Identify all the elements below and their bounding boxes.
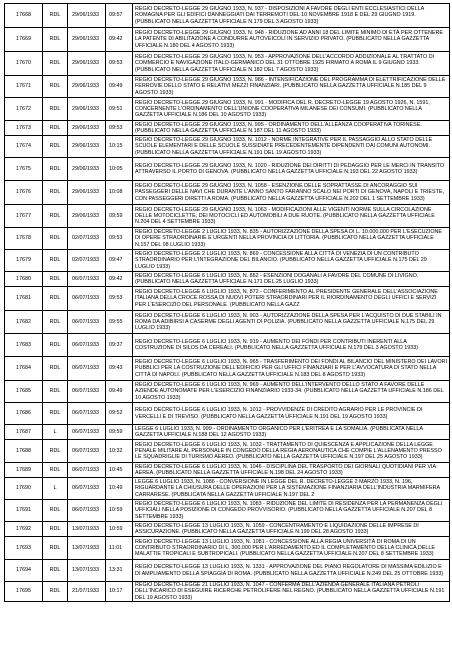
- record-type-cell: RDL: [43, 181, 68, 205]
- table-row: [5, 522, 450, 537]
- record-number-cell: 17675: [5, 158, 43, 181]
- record-type-cell: RDL: [43, 381, 68, 403]
- record-type-cell: RDL: [43, 287, 68, 311]
- table-row: [5, 28, 450, 52]
- table-row: [5, 357, 450, 381]
- table-row: [5, 311, 450, 334]
- record-time-cell: 09:53: [106, 52, 133, 76]
- record-type-cell: RDL: [43, 158, 68, 181]
- record-description-cell: REGIO DECRETO-LEGGE 21 LUGLIO 1933, N. 1047 - CONFERMA DELL'AZIENDA GENERALE ITALIANA PETROLI DELL'INCARICO DI ESEGUIRE RICERCHE PETROLIFERE NEL REGNO. (PUBBLICATO NELLA GAZZETTA UFFICIALE N.191 DEL 19 AGOSTO 1933): [133, 582, 450, 602]
- record-type-cell: RDL: [43, 205, 68, 228]
- record-number-cell: 17680: [5, 272, 43, 287]
- record-type-cell: RDL: [43, 500, 68, 522]
- record-type-cell: RDL: [43, 28, 68, 52]
- record-description-cell: REGIO DECRETO-LEGGE 29 GIUGNO 1933, N. 1020 - RIDUZIONE DEI DIRITTI DI PEDAGGIO PER LE MERCI IN TRANSITO ATTRAVERSO IL PORTO DI GENOVA. (PUBBLICATO NELLA GAZZETTA UFFICIALE N.193 DEL 22 AGOSTO 1933): [133, 158, 450, 181]
- record-type-cell: RDL: [43, 250, 68, 272]
- record-number-cell: 17674: [5, 136, 43, 158]
- record-description-cell: REGIO DECRETO-LEGGE 29 GIUGNO 1933, N. 995 - ORDINAMENTO DELL'ALLEANZA COOPERATIVA TORINESE. (PUBBLICATO NELLA GAZZETTA UFFICIALE N.187 DEL 11 AGOSTO 1933): [133, 121, 450, 136]
- record-time-cell: 10:59: [106, 522, 133, 537]
- record-number-cell: 17681: [5, 287, 43, 311]
- record-description-cell: REGIO DECRETO-LEGGE 29 GIUGNO 1933, N. 1012 - NORME INTEGRATIVE PER IL PASSAGGIO ALLO STATO DELLE SCUOLE ELEMENTARI E DELLE SCUOLE SUSSIDIATE PRECEDENTEMENTE DIPENDENTI DAI COMUNI AUTONOMI. (PUBBLICATO NELLA GAZZETTA UFFICIALE N.191 DEL 19 AGOSTO 1933): [133, 136, 450, 158]
- record-date-cell: 06/07/1933: [68, 381, 106, 403]
- record-time-cell: 11:01: [106, 537, 133, 560]
- record-description-cell: LEGGE 6 LUGLIO 1933, N. 1086 - CONVERSIONE IN LEGGE DEL R. DECRETO-LEGGE 2 MARZO 1933, N. 196, RIGUARDANTE LA CHIUSURA DELLE OPERAZIONI PER LA SISTEMAZIONE FINANZIARIA DELL'INDUSTRIA MARMIFERA CARRARESE. (PUBBLICATA NELLA GAZZETTA UFFICIALE N.197 DEL 2: [133, 478, 450, 500]
- record-type-cell: RDL: [43, 403, 68, 425]
- table-row: [5, 403, 450, 425]
- record-type-cell: RDL: [43, 334, 68, 357]
- table-row: [5, 250, 450, 272]
- table-row: [5, 52, 450, 76]
- record-description-cell: REGIO DECRETO-LEGGE 13 LUGLIO 1933, N. 1081 - CONCESSIONE ALLA REGIA UNIVERSITÀ DI ROMA DI UN CONTRIBUTO STRAORDINARIO DI L. 300.000 PER L'ARREDAMENTO ED IL COMPLETAMENTO DELLA CLINICA DELLE MALATTIE TROPICALI E SUBTROPICALI. (PUBBLICATO NELLA GAZZETTA UFFICIALE N.207 DEL 8 SETTEMBRE 1933): [133, 537, 450, 560]
- record-description-cell: REGIO DECRETO-LEGGE 6 LUGLIO 1933, N. 872 - CONFERIMENTO AL PRESIDENTE GENERALE DELL'ASSOCIAZIONE ITALIANA DELLA CROCE ROSSA DI NUOVI POTERI STRAORDINARI PER IL RIORDINAMENTO DEGLI UFFICI E SERVIZI PER L'ESERCIZIO DEL PERSONALE. (PUBBLICATO NELLA GAZZ: [133, 287, 450, 311]
- record-time-cell: 10:17: [106, 582, 133, 602]
- record-date-cell: 13/07/1933: [68, 537, 106, 560]
- record-date-cell: 29/06/1933: [68, 205, 106, 228]
- record-number-cell: 17684: [5, 357, 43, 381]
- record-type-cell: RDL: [43, 76, 68, 98]
- record-type-cell: RDL: [43, 582, 68, 602]
- table-row: [5, 334, 450, 357]
- record-description-cell: LEGGE 6 LUGLIO 1933, N. 999 - ORDINAMENTO ORGANICO PER L'ERITREA E LA SOMALIA. (PUBBLICATA NELLA GAZZETTA UFFICIALE N.188 DEL 12 AGOSTO 1933): [133, 425, 450, 440]
- record-date-cell: 29/06/1933: [68, 52, 106, 76]
- record-number-cell: 17683: [5, 334, 43, 357]
- record-date-cell: 29/06/1933: [68, 4, 106, 28]
- table-row: [5, 98, 450, 121]
- record-time-cell: 09:37: [106, 334, 133, 357]
- record-type-cell: RDL: [43, 98, 68, 121]
- record-number-cell: 17678: [5, 228, 43, 250]
- table-row: [5, 272, 450, 287]
- record-date-cell: 29/06/1933: [68, 136, 106, 158]
- record-type-cell: RDL: [43, 136, 68, 158]
- record-number-cell: 17686: [5, 403, 43, 425]
- record-number-cell: 17685: [5, 381, 43, 403]
- table-row: [5, 560, 450, 582]
- record-time-cell: 09:47: [106, 250, 133, 272]
- record-type-cell: RDL: [43, 560, 68, 582]
- record-type-cell: RDL: [43, 522, 68, 537]
- record-description-cell: REGIO DECRETO-LEGGE 13 LUGLIO 1933, N. 1331 - APPROVAZIONE DEL PIANO REGOLATORE DI MASSIMA EDILIZIO E DI AMPLIAMENTO DELLA SPIAGGIA DI ROMA. (PUBBLICATO NELLA GAZZETTA UFFICIALE N.249 DEL 25 OTTOBRE 1933): [133, 560, 450, 582]
- record-time-cell: 09:57: [106, 4, 133, 28]
- record-time-cell: 10:15: [106, 136, 133, 158]
- record-date-cell: 29/06/1933: [68, 98, 106, 121]
- record-description-cell: REGIO DECRETO-LEGGE 29 GIUGNO 1933, N. 986 - INTENSIFICAZIONE DEL PROGRAMMA DI ELETTRIFICAZIONE DELLE FERROVIE DELLO STATO E RELATIVI MEZZI FINANZIARI. (PUBBLICATO NELLA GAZZETTA UFFICIALE N.185 DEL 9 AGOSTO 1933): [133, 76, 450, 98]
- table-row: [5, 158, 450, 181]
- record-time-cell: 09:42: [106, 272, 133, 287]
- table-row: [5, 181, 450, 205]
- record-number-cell: 17689: [5, 463, 43, 478]
- record-time-cell: 09:51: [106, 98, 133, 121]
- record-time-cell: 09:59: [106, 205, 133, 228]
- record-type-cell: RDL: [43, 357, 68, 381]
- record-time-cell: 09:53: [106, 228, 133, 250]
- record-number-cell: 17694: [5, 560, 43, 582]
- record-date-cell: 29/06/1933: [68, 76, 106, 98]
- record-time-cell: 10:32: [106, 440, 133, 463]
- record-description-cell: REGIO DECRETO-LEGGE 29 GIUGNO 1933, N. 948 - RIDUZIONE AD ANNI 18 DEL LIMITE MINIMO DI ETÀ PER OTTENERE LA PATENTE DI ABILITAZIONE A CONDURRE AUTOVEICOLI IN SERVIZIO PRIVATO. (PUBBLICATO NELLA GAZZETTA UFFICIALE N.180 DEL 4 AGOSTO 1933): [133, 28, 450, 52]
- record-time-cell: 10:05: [106, 158, 133, 181]
- records-table: [4, 3, 450, 602]
- table-row: [5, 4, 450, 28]
- record-description-cell: REGIO DECRETO-LEGGE 6 LUGLIO 1933, N. 919 - AUMENTO DEI FONDI PER CONTRIBUTI INERENTI ALLA COSTRUZIONE DI SILOS DA CEREALI. (PUBBLICATO NELLA GAZZETTA UFFICIALE N.179 DEL 3 AGOSTO 1933): [133, 334, 450, 357]
- record-number-cell: 17693: [5, 537, 43, 560]
- record-date-cell: 06/07/1933: [68, 463, 106, 478]
- record-description-cell: REGIO DECRETO-LEGGE 2 LUGLIO 1933, N. 835 - AUTORIZZAZIONE DELLA SPESA DI L. 10.000.000 PER L'ESECUZIONE DI OPERE STRAORDINARIE E URGENTI NELLA PROVINCIA DI LITTORIA. (PUBBLICATO NELLA GAZZETTA UFFICIALE N.157 DEL 08 LUGLIO 1933): [133, 228, 450, 250]
- record-date-cell: 21/07/1933: [68, 582, 106, 602]
- record-type-cell: RDL: [43, 4, 68, 28]
- table-row: [5, 500, 450, 522]
- record-type-cell: RDL: [43, 537, 68, 560]
- record-time-cell: 09:55: [106, 311, 133, 334]
- record-time-cell: 10:49: [106, 478, 133, 500]
- record-time-cell: 10:08: [106, 181, 133, 205]
- record-time-cell: 13:31: [106, 560, 133, 582]
- record-description-cell: REGIO DECRETO-LEGGE 29 GIUGNO 1933, N. 991 - MODIFICA DEL R. DECRETO-LEGGE 19 AGOSTO 1926, N. 1591, CONCERNENTE L'ORDINAMENTO DELL'UNIONE COOPERATIVA MILANESE DEI CONSUMI. (PUBBLICATO NELLA GAZZETTA UFFICIALE N.186 DEL 10 AGOSTO 1933): [133, 98, 450, 121]
- table-row: [5, 381, 450, 403]
- record-number-cell: 17691: [5, 500, 43, 522]
- table-row: [5, 136, 450, 158]
- record-time-cell: 09:42: [106, 28, 133, 52]
- record-number-cell: 17673: [5, 121, 43, 136]
- record-number-cell: 17695: [5, 582, 43, 602]
- record-time-cell: 09:49: [106, 76, 133, 98]
- record-number-cell: 17682: [5, 311, 43, 334]
- table-row: [5, 537, 450, 560]
- table-row: [5, 121, 450, 136]
- record-number-cell: 17677: [5, 205, 43, 228]
- record-number-cell: 17679: [5, 250, 43, 272]
- record-description-cell: REGIO DECRETO-LEGGE 29 GIUGNO 1933, N. 1058 - ESENZIONE DELLE SOPRATTASSE DI ANCORAGGIO SUI PASSEGGERI DELLE NAVI CHE DURANTE L'ANNO SANTO FARANNO SCALO NEI PORTI DI GENOVA, NAPOLI E TRIESTE, CON PASSEGGERI DIRETTI A ROMA. (PUBBLICATO NELLA GAZZETTA UFFICIALE N.202 DEL 1 SETTEMBRE 1933): [133, 181, 450, 205]
- record-type-cell: RDL: [43, 52, 68, 76]
- record-description-cell: REGIO DECRETO-LEGGE 6 LUGLIO 1933, N. 965 - TRASFERIMENTO DEI FONDI AL BILANCIO DEL MINISTERO DEI LAVORI PUBBLICI PER LA COSTRUZIONE DELL'EDIFICIO PER GLI UFFICI FINANZIARI E PER L'AVVOCATURA DI STATO NELLA CITTÀ DI NAPOLI. (PUBBLICATO NELLA GAZZETTA UFFICIALE N.183 DEL 8 AGOSTO 1933): [133, 357, 450, 381]
- table-row: [5, 287, 450, 311]
- record-type-cell: RDL: [43, 440, 68, 463]
- record-date-cell: 06/07/1933: [68, 425, 106, 440]
- table-row: [5, 76, 450, 98]
- record-type-cell: L: [43, 478, 68, 500]
- record-description-cell: REGIO DECRETO-LEGGE 29 GIUGNO 1933, N. 953 - APPROVAZIONE DELL'ACCORDO ADDIZIONALE AL TRATTATO DI COMMERCIO E NAVIGAZIONE ITALO-GERMANICO DEL 31 OTTOBRE 1925 FIRMATO A ROMA IL 9 GIUGNO 1933. (PUBBLICATO NELLA GAZZETTA UFFICIALE N.182 DEL 7 AGOSTO 1933): [133, 52, 450, 76]
- record-date-cell: 29/06/1933: [68, 181, 106, 205]
- record-time-cell: 09:53: [106, 287, 133, 311]
- record-number-cell: 17690: [5, 478, 43, 500]
- record-time-cell: 10:59: [106, 500, 133, 522]
- record-date-cell: 06/07/1933: [68, 287, 106, 311]
- record-date-cell: 29/06/1933: [68, 121, 106, 136]
- record-date-cell: 06/07/1933: [68, 478, 106, 500]
- record-date-cell: 06/07/1933: [68, 440, 106, 463]
- record-description-cell: REGIO DECRETO-LEGGE 6 LUGLIO 1933, N. 969 - AUMENTO DELL'INTERVENTO DELLO STATO A FAVORE DELLE AZIENDE AUTONOMATE PER L'ESERCIZIO FINANZIARIO 1933-34. (PUBBLICATO NELLA GAZZETTA UFFICIALE N.186 DEL 10 AGOSTO 1933): [133, 381, 450, 403]
- record-number-cell: 17672: [5, 98, 43, 121]
- record-number-cell: 17676: [5, 181, 43, 205]
- record-time-cell: 09:53: [106, 121, 133, 136]
- record-date-cell: 13/07/1933: [68, 522, 106, 537]
- record-date-cell: 06/07/1933: [68, 272, 106, 287]
- record-number-cell: 17688: [5, 440, 43, 463]
- record-date-cell: 06/07/1933: [68, 500, 106, 522]
- table-row: [5, 582, 450, 602]
- table-row: [5, 228, 450, 250]
- record-type-cell: RDL: [43, 463, 68, 478]
- record-date-cell: 06/07/1933: [68, 311, 106, 334]
- record-number-cell: 17687: [5, 425, 43, 440]
- record-date-cell: 29/06/1933: [68, 28, 106, 52]
- record-time-cell: 09:43: [106, 357, 133, 381]
- record-description-cell: REGIO DECRETO-LEGGE 29 GIUGNO 1933, N. 1063 - MODIFICAZIONI ALLE VIGENTI NORME SULLA CIRCOLAZIONE DELLE MOTOCICLETTE, DEI MOTOCICLI ED AUTOMOBILI A DUE RUOTE. (PUBBLICATO NELLA GAZZETTA UFFICIALE N.204 DEL 4 SETTEMBRE 1933): [133, 205, 450, 228]
- record-number-cell: 17669: [5, 28, 43, 52]
- record-description-cell: REGIO DECRETO-LEGGE 6 LUGLIO 1933, N. 862 - ESENZIONI DOGANALI A FAVORE DEL COMUNE DI LIVIGNO. (PUBBLICATO NELLA GAZZETTA UFFICIALE N.171 DEL 25 LUGLIO 1933): [133, 272, 450, 287]
- record-description-cell: REGIO DECRETO-LEGGE 6 LUGLIO 1933, N. 1046 - DISCIPLINA DEL TRASPORTO DEI GIORNALI QUOTIDIANI PER VIA AEREA. (PUBBLICATO NELLA GAZZETTA UFFICIALE N.198 DEL 24 AGOSTO 1933): [133, 463, 450, 478]
- record-date-cell: 02/07/1933: [68, 228, 106, 250]
- record-description-cell: REGIO DECRETO-LEGGE 6 LUGLIO 1933, N. 1012 - PROVVIDENZE DI CREDITO AGRARIO PER LE PROVINCIE DI VERCELLI E DI TREVISO. (PUBBLICATO NELLA GAZZETTA UFFICIALE N.191 DEL 19 AGOSTO 1933): [133, 403, 450, 425]
- table-row: [5, 463, 450, 478]
- table-row: [5, 440, 450, 463]
- record-type-cell: RDL: [43, 272, 68, 287]
- record-number-cell: 17692: [5, 522, 43, 537]
- record-description-cell: REGIO DECRETO-LEGGE 6 LUGLIO 1933, N. 1083 - RIDUZIONE DEL LIMITE DI RESIDENZA PER LA PERMANENZA DEGLI UFFICIALI NELLA POSIZIONE DI CONGEDO PROVVISORIO. (PUBBLICATO NELLA GAZZETTA UFFICIALE N.207 DEL 8 SETTEMBRE 1933): [133, 500, 450, 522]
- record-number-cell: 17671: [5, 76, 43, 98]
- record-date-cell: 06/07/1933: [68, 334, 106, 357]
- record-time-cell: 10:45: [106, 463, 133, 478]
- record-type-cell: L: [43, 425, 68, 440]
- record-date-cell: 13/07/1933: [68, 560, 106, 582]
- record-description-cell: REGIO DECRETO-LEGGE 2 LUGLIO 1933, N. 869 - CONCESSIONE ALLA CITTÀ DI VENEZIA DI UN CONTRIBUTO STRAORDINARIO PER L'INTEGRAZIONE DEL BILANCIO. (PUBBLICATO NELLA GAZZETTA UFFICIALE N.175 DEL 29 LUGLIO 1933): [133, 250, 450, 272]
- record-time-cell: 09:59: [106, 425, 133, 440]
- record-description-cell: REGIO DECRETO-LEGGE 13 LUGLIO 1933, N. 1059 - CONCENTRAMENTO E LIQUIDAZIONE DELLE IMPRESE DI ASSICURAZIONE. (PUBBLICATO NELLA GAZZETTA UFFICIALE N.199 DEL 28 AGOSTO 1933): [133, 522, 450, 537]
- record-type-cell: RDL: [43, 228, 68, 250]
- record-number-cell: 17670: [5, 52, 43, 76]
- records-body: [5, 4, 450, 602]
- record-type-cell: RDL: [43, 311, 68, 334]
- table-row: [5, 478, 450, 500]
- record-description-cell: REGIO DECRETO-LEGGE 6 LUGLIO 1933, N. 1032 - TRATTAMENTO DI QUIESCENZA E APPLICAZIONE DELLA LEGGE PENALE MILITARE AL PERSONALE IN CONGEDO DELLA REGIA AERONAUTICA CHE COMPIE L'ALLENAMENTO PRESSO LE SQUADRIGLIE DI TURISMO AEREO. (PUBBLICATO NELLA GAZZETTA UFFICIALE N.197 DEL 25 AGOSTO 1933): [133, 440, 450, 463]
- record-date-cell: 06/07/1933: [68, 357, 106, 381]
- record-description-cell: REGIO DECRETO-LEGGE 29 GIUGNO 1933, N. 937 - DISPOSIZIONI A FAVORE DEGLI ENTI ECCLESIASTICI DELLA ROMAGNA PER GLI EDIFICI DANNEGGIATI DAI TERREMOTI DEL 10 NOVEMBRE 1918 E DEL 29 GIUGNO 1919. (PUBBLICATO NELLA GAZZETTA UFFICIALE N.179 DEL 3 AGOSTO 1933): [133, 4, 450, 28]
- record-description-cell: REGIO DECRETO-LEGGE 6 LUGLIO 1933, N. 903 - AUTORIZZAZIONE DELLA SPESA PER L'ACQUISTO DI DUE STABILI IN ROMA DA ADIBIRSI A CASERME DEGLI AGENTI DI POLIZIA. (PUBBLICATO NELLA GAZZETTA UFFICIALE N.175 DEL 29 LUGLIO 1933): [133, 311, 450, 334]
- record-time-cell: 09:52: [106, 403, 133, 425]
- record-number-cell: 17668: [5, 4, 43, 28]
- table-row: [5, 205, 450, 228]
- record-date-cell: 02/07/1933: [68, 250, 106, 272]
- record-date-cell: 06/07/1933: [68, 403, 106, 425]
- record-date-cell: 29/06/1933: [68, 158, 106, 181]
- record-time-cell: 09:49: [106, 381, 133, 403]
- table-row: [5, 425, 450, 440]
- record-type-cell: RDL: [43, 121, 68, 136]
- records-sheet: [4, 3, 449, 602]
